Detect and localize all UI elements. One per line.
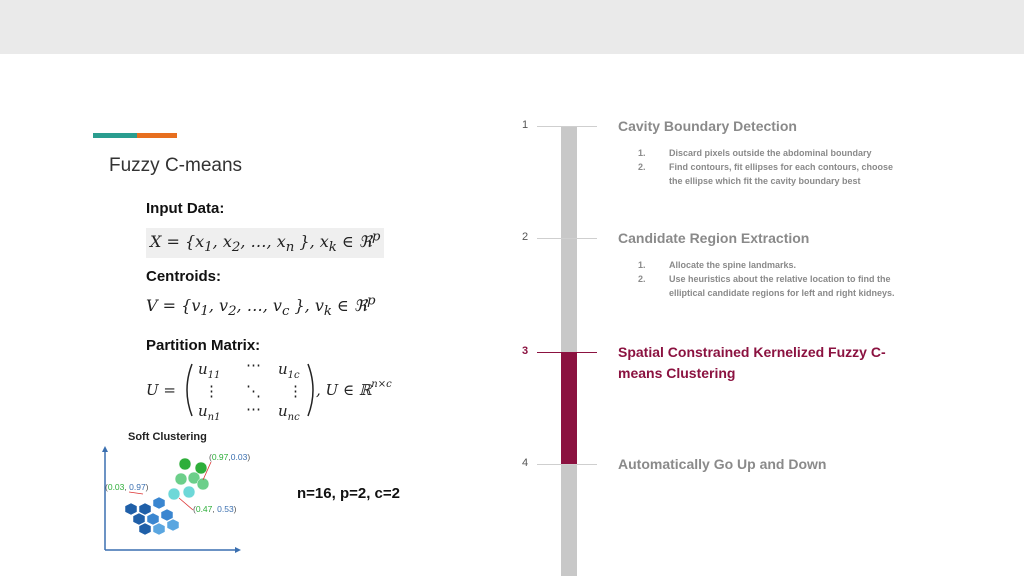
step-items bbox=[638, 258, 908, 300]
svg-text:⋯: ⋯ bbox=[246, 360, 261, 374]
partition-matrix-heading: Partition Matrix: bbox=[146, 337, 261, 354]
item-number: 1. bbox=[638, 260, 646, 270]
step-number-active: 3 bbox=[521, 345, 529, 357]
list-item: Find contours, fit ellipses for each contours, choose the ellipse which fit the cavity boundary best bbox=[669, 162, 894, 186]
accent-bar-teal bbox=[93, 133, 137, 138]
svg-text:⋮: ⋮ bbox=[288, 382, 303, 400]
svg-text:⋮: ⋮ bbox=[204, 382, 219, 400]
step-number: 1 bbox=[521, 119, 529, 131]
centroids-heading: Centroids: bbox=[146, 268, 221, 285]
item-number: 1. bbox=[638, 148, 646, 158]
input-data-formula: $X = \{x_1$, $x_2$, …, $x_n$ }, $x_k$ ∈ ℜ$^p$ bbox=[146, 228, 384, 258]
partition-matrix-formula bbox=[146, 360, 406, 420]
centroids-formula: $V = \{v_1$, $v_2$, …, $v_c$ }, $v_k$ ∈ ℜ$^p$ bbox=[146, 294, 376, 320]
svg-text:(0.47, 0.53): (0.47, 0.53) bbox=[193, 504, 237, 514]
list-item: Allocate the spine landmarks. bbox=[669, 260, 797, 270]
svg-text:u11: $u_{11}$ bbox=[198, 360, 221, 381]
step-title[interactable]: Candidate Region Extraction bbox=[618, 230, 810, 246]
timeline-tick bbox=[537, 464, 597, 465]
list-item: Discard pixels outside the abdominal boundary bbox=[669, 148, 872, 158]
svg-text:⋱: ⋱ bbox=[246, 382, 261, 400]
parameters-label: n=16, p=2, c=2 bbox=[297, 485, 400, 502]
timeline-tick bbox=[537, 126, 597, 127]
item-number: 2. bbox=[638, 274, 646, 284]
svg-text:(0.03, 0.97): (0.03, 0.97) bbox=[105, 482, 149, 492]
step-title[interactable]: Cavity Boundary Detection bbox=[618, 118, 797, 134]
svg-text:un1: $u_{n1}$ bbox=[198, 402, 221, 420]
soft-clustering-title: Soft Clustering bbox=[128, 431, 207, 443]
svg-text:u1c: $u_{1c}$ bbox=[278, 360, 300, 381]
timeline-active-segment bbox=[561, 352, 577, 464]
step-title-active[interactable]: Spatial Constrained Kernelized Fuzzy C-means Clustering bbox=[618, 344, 886, 381]
accent-bar-orange bbox=[137, 133, 177, 138]
list-item: Use heuristics about the relative location to find the elliptical candidate regions for left and right kidneys. bbox=[669, 274, 895, 298]
svg-text:unc: $u_{nc}$ bbox=[278, 402, 300, 420]
soft-clustering-illustration bbox=[95, 446, 275, 556]
svg-text:, U ∈ ℝn×c: , U ∈ ℝ$^{n\times c}$ bbox=[316, 379, 392, 399]
top-banner bbox=[0, 0, 1024, 54]
timeline-tick bbox=[537, 238, 597, 239]
item-number: 2. bbox=[638, 162, 646, 172]
slide-title: Fuzzy C-means bbox=[109, 155, 243, 176]
svg-text:U =: U = bbox=[146, 381, 176, 399]
step-number: 4 bbox=[521, 457, 529, 469]
step-number: 2 bbox=[521, 231, 529, 243]
step-items bbox=[638, 146, 908, 188]
timeline-rail bbox=[561, 126, 577, 576]
step-title[interactable]: Automatically Go Up and Down bbox=[618, 456, 827, 472]
svg-text:⋯: ⋯ bbox=[246, 400, 261, 418]
timeline-tick bbox=[537, 352, 597, 353]
input-data-heading: Input Data: bbox=[146, 200, 225, 217]
svg-text:(0.97,0.03): (0.97,0.03) bbox=[209, 452, 251, 462]
